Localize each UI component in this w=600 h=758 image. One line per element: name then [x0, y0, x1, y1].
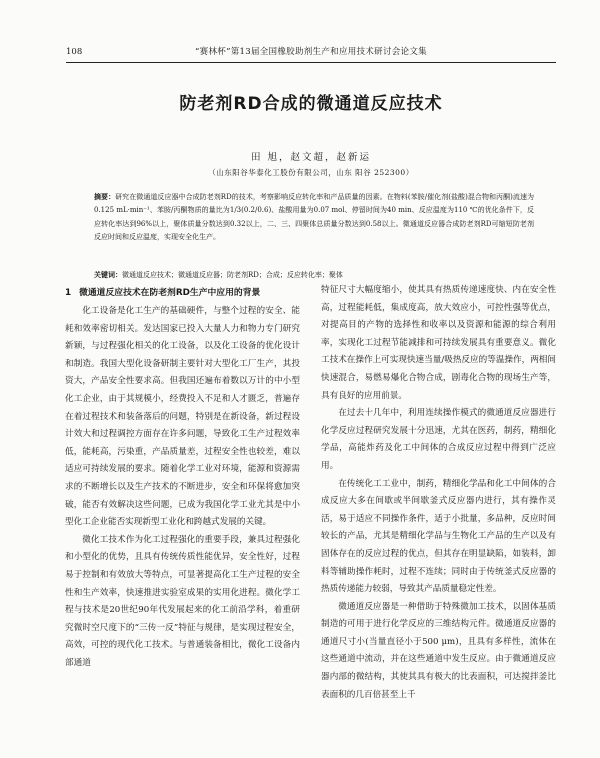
body-column-right — [321, 282, 556, 704]
page-number: 108 — [66, 47, 83, 57]
section-title: 微通道反应技术在防老剂RD生产中应用的背景 — [79, 288, 261, 298]
body-paragraph: 特征尺寸大幅度缩小，使其具有热质传递速度快、内在安全性高，过程能耗低，集成度高，放大效应小，可控性强等优点，对提高目的产物的选择性和收率以及资源和能源的综合利用率，实现化工过程节能减排和可持续发展具有重要意义。微化工技术在操作上可实现快速当量/吸热反应的等温操作，两相间快速混合，易燃易爆化合物合成，剧毒化合物的现场生产等，具有良好的应用前景。 — [321, 285, 556, 401]
body-paragraph: 微通道反应器是一种借助于特殊微加工技术，以固体基质制造的可用于进行化学反应的三维结构元件。微通道反应器的通道尺寸小(当量直径小于500 μm)，且具有多样性，流体在这些通道中流动，并在这些通道中发生反应。由于微通道反应器内部的微结构，其使其具有极大的比表面积，可达搅拌釜比表面积的几百倍甚至上千 — [321, 601, 556, 700]
article-title: 防老剂RD合成的微通道反应技术 — [179, 94, 443, 114]
body-paragraph: 微化工技术作为化工过程强化的重要手段，兼具过程强化和小型化的优势，且具有传统传质性能优异，安全性好，过程易于控制和有效放大等特点，可显著提高化工生产过程的安全性和生产效率，快速推进实验室成果的实用化进程。微化学工程与技术是20世纪90年代发展起来的化工前沿学科，着重研究微时空尺度下的“三传一反”特征与规律，是实现过程安全，高效，可控的现代化工技术。与普通装备相比，微化工设备内部通道 — [65, 534, 300, 668]
body-paragraph: 在传统化工工业中，制药，精细化学品和化工中间体的合成反应大多在间歇或半间歇釜式反应器内进行，其有操作灵活，易于适应不同操作条件，适于小批量，多品种，反应时间较长的产品，尤其是精细化学品与生物化工产品的生产以及有固体存在的反应过程的优点，但其存在明显缺陷，如装料，卸料等辅助操作耗时，过程不连续；同时由于传统釜式反应器的热质传递能力较弱，导致其产品质量稳定性差。 — [321, 478, 556, 595]
abstract-label: 摘要： — [94, 193, 116, 201]
body-paragraph: 在过去十几年中，利用连续操作模式的微通道反应器进行化学反应过程研究发展十分迅速，尤其在医药，制药，精细化学品，高能炸药及化工中间体的合成反应过程中得到广泛应用。 — [321, 408, 556, 471]
header-rule — [66, 62, 556, 63]
keywords-label: 关键词： — [94, 271, 122, 279]
section-heading — [65, 282, 300, 301]
body-paragraph: 化工设备是化工生产的基础硬件，与整个过程的安全、能耗和效率密切相关。发达国家已投入大量人力和物力专门研究新颖，与过程强化相关的化工设备，以及化工设备的优化设计和制造。我国大型化设备研制主要针对大型化工厂生产，其投资大，产品安全性要求高。但我国还遍布着数以万计的中小型化工企业，由于其规模小，经费投入不足和人才匮乏，普遍存在着过程技术和装备落后的问题，特别是在新设备，新过程设计效大和过程调控方面存在许多问题，导致化工生产过程效率低，能耗高，污染重，产品质量差，过程安全性也较差，难以适应可持续发展的要求。随着化学工业对环境，能源和资源需求的不断增长以及生产技术的不断进步，安全和环保将愈加突破，能否有效解决这些问题，已成为我国化学工业尤其是中小型化工企业能否实现新型工业化和跨越式发展的关键。 — [65, 306, 300, 528]
journal-title: “赛林杯”第13届全国橡胶助剂生产和应用技术研讨会论文集 — [195, 47, 427, 57]
keywords — [94, 269, 534, 281]
article-affiliation: （山东阳谷华泰化工股份有限公司，山东 阳谷 252300） — [208, 168, 414, 177]
running-header — [66, 45, 556, 59]
section-number: 1 — [65, 288, 72, 298]
abstract — [94, 191, 534, 244]
article-authors: 田 旭，赵文超，赵新运 — [250, 152, 372, 163]
abstract-text: 研究在微通道反应器中合成防老剂RD的技术，考察影响反应转化率和产品质量的因素。在物料(苯胺/催化剂(盐酸)混合物和丙酮)流速为0.125 mL·min⁻¹、苯胺/丙酮物质的量比为1/3(0.2/0.6)、盐酸用量为0.07 mol、停留时间为40 min、反应温度为110 ℃的优化条件下，反应转化率达到96%以上，聚体质量分数达到0.32以上，二、三、四聚体总质量分数达到0.58以上。微通道反应器合成防老剂RD可缩短防老剂反应时间和反应温度，实现安全化生产。 — [94, 193, 534, 241]
keywords-text: 微通道反应技术；微通道反应器；防老剂RD；合成；反应转化率；聚体 — [122, 271, 343, 279]
body-column-left — [65, 282, 300, 672]
